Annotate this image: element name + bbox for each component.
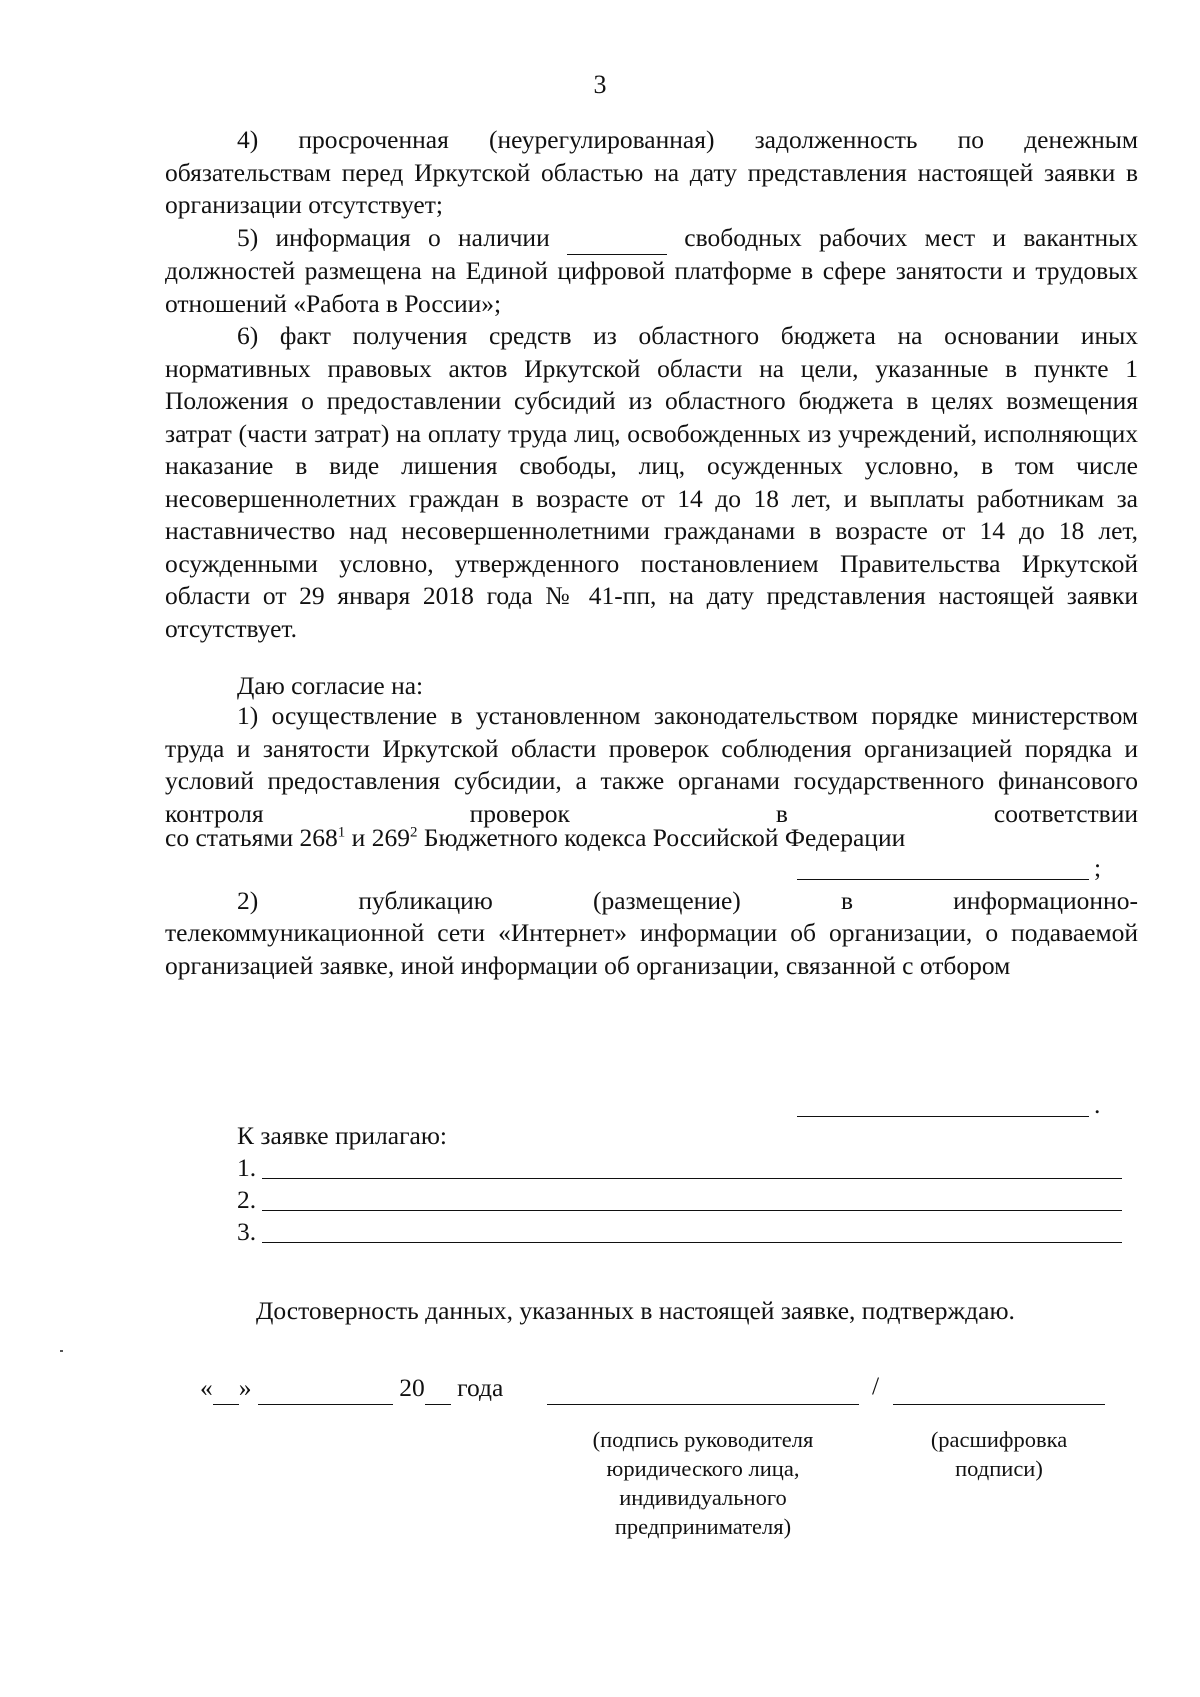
signature-caption bbox=[547, 1425, 859, 1541]
attachment-3-number: 3. bbox=[237, 1217, 257, 1246]
quote-close: » bbox=[238, 1373, 252, 1402]
consent-item-1-last-line bbox=[165, 822, 905, 854]
attachment-3-line bbox=[262, 1242, 1122, 1243]
consent-2-word: в bbox=[840, 886, 853, 915]
confirmation-text: Достоверность данных, указанных в настоящей заявке, подтверждаю. bbox=[256, 1296, 1015, 1325]
consent-2-number: 2) bbox=[237, 886, 259, 915]
item-5-end: свободных рабочих мест и вакантных должностей размещена на Единой цифровой платформе в сфере занятости и трудовых отношений «Работа в России»; bbox=[165, 222, 1139, 318]
budget-code-name: Бюджетного кодекса Российской Федерации bbox=[417, 823, 906, 852]
signature-slash: / bbox=[872, 1371, 880, 1400]
consent-item-2-first-line bbox=[165, 885, 1138, 917]
signature-line bbox=[547, 1404, 859, 1405]
quote-open: « bbox=[200, 1373, 213, 1402]
item-5 bbox=[165, 222, 1138, 321]
attachment-2-number: 2. bbox=[237, 1185, 257, 1214]
superscript-1: 1 bbox=[337, 824, 346, 841]
caption-line: (подпись руководителя bbox=[592, 1427, 814, 1452]
day-blank bbox=[213, 1372, 239, 1405]
conditions-list bbox=[165, 124, 1138, 645]
year-suffix: года bbox=[457, 1373, 504, 1402]
year-prefix: 20 bbox=[399, 1373, 425, 1402]
consent-item-2 bbox=[165, 917, 1138, 982]
vacancy-count-blank bbox=[567, 222, 667, 256]
consent-2-signature-line bbox=[797, 1116, 1089, 1117]
month-blank bbox=[258, 1372, 393, 1405]
consent-item-1-text: 1) осуществление в установленном законодательством порядке министерством труда и занятости Иркутской области проверок соблюдения организацией порядка и условий предоставления субсидии, а также органами государственного финансового контроля проверок в соответствии bbox=[165, 701, 1138, 828]
attachments-heading: К заявке прилагаю: bbox=[237, 1121, 447, 1150]
attachment-1-line bbox=[262, 1178, 1122, 1179]
item-4: 4) просроченная (неурегулированная) задолженность по денежным обязательствам перед Иркутской областью на дату представления настоящей заявки в организации отсутствует; bbox=[165, 125, 1138, 219]
caption-line: юридического лица, bbox=[606, 1456, 800, 1481]
consent-1-signature-line bbox=[797, 879, 1089, 880]
attachment-1-number: 1. bbox=[237, 1153, 257, 1182]
signature-decode-line bbox=[893, 1404, 1105, 1405]
item-5-start: 5) информация о наличии bbox=[237, 222, 550, 252]
budget-code-article-268: со статьями 268 bbox=[165, 823, 338, 852]
decode-caption bbox=[893, 1425, 1105, 1483]
consent-2-period: . bbox=[1094, 1090, 1101, 1119]
date-line bbox=[200, 1372, 503, 1405]
consent-item-2-text: телекоммуникационной сети «Интернет» информации об организации, о подаваемой организацией заявке, иной информации об организации, связанной с отбором bbox=[165, 918, 1138, 980]
consent-heading: Даю согласие на: bbox=[237, 671, 424, 700]
caption-line: предпринимателя) bbox=[614, 1514, 792, 1539]
consent-2-word: публикацию bbox=[358, 886, 493, 915]
budget-code-article-269: и 269 bbox=[345, 823, 410, 852]
caption-line: (расшифровка bbox=[930, 1427, 1068, 1452]
consent-item-1 bbox=[165, 700, 1138, 830]
superscript-2: 2 bbox=[409, 824, 418, 841]
consent-2-word: (размещение) bbox=[593, 886, 741, 915]
page-number: 3 bbox=[593, 70, 607, 99]
attachment-2-line bbox=[262, 1210, 1122, 1211]
item-6: 6) факт получения средств из областного бюджета на основании иных нормативных правовых актов Иркутской области на цели, указанные в пункте 1 Положения о предоставлении субсидий из областного бюджета в целях возмещения затрат (части затрат) на оплату труда лиц, освобожденных из учреждений, исполняющих наказание в виде лишения свободы, лиц, осужденных условно, в том числе несовершеннолетних граждан в возрасте от 14 до 18 лет, и выплаты работникам за наставничество над несовершеннолетними гражданами в возрасте от 14 до 18 лет, осужденными условно, утвержденного постановлением Правительства Иркутской области от 29 января 2018 года № 41-пп, на дату представления настоящей заявки отсутствует. bbox=[165, 321, 1138, 643]
consent-1-semicolon: ; bbox=[1094, 853, 1102, 882]
year-blank bbox=[425, 1372, 451, 1405]
scan-speck bbox=[60, 1350, 63, 1352]
caption-line: индивидуального bbox=[619, 1485, 787, 1510]
caption-line: подписи) bbox=[955, 1456, 1043, 1481]
consent-2-word: информационно- bbox=[953, 886, 1138, 915]
